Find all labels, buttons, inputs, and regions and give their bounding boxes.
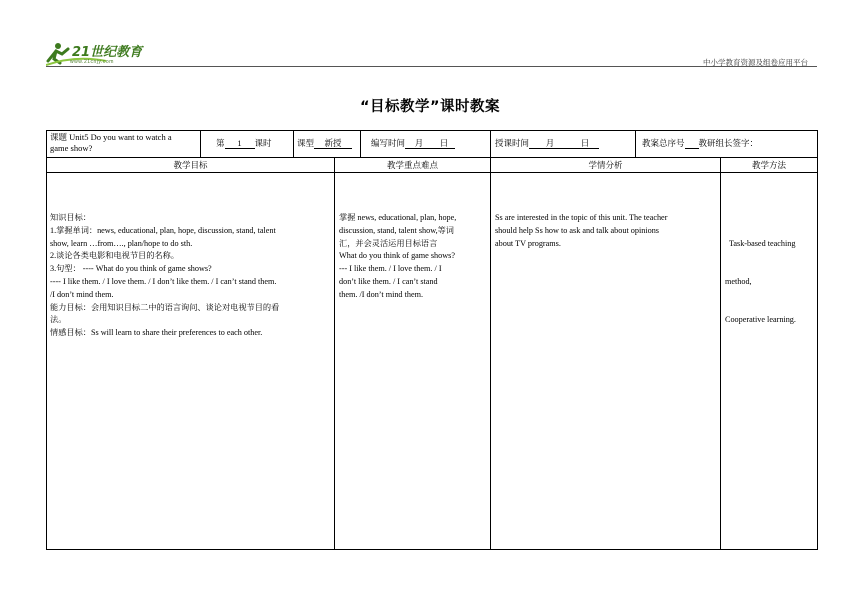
- type-cell: 课型 新授: [297, 138, 352, 149]
- teach-time-cell: 授课时间 月 日: [495, 138, 599, 149]
- header-divider: [46, 66, 817, 67]
- header-analysis: 学情分析: [588, 160, 623, 170]
- serial-cell: 教案总序号 教研组长签字：: [642, 138, 759, 148]
- analysis-text: Ss are interested in the topic of this unit. The teacher should help Ss how to ask and talk about opinions about TV programs.: [495, 213, 668, 248]
- objectives-text: 知识目标： 1.掌握单词：news, educational, plan, hope, discussion, stand, talent show, learn …from…., plan/hope to do sth. 2.谈论各类电影和电视节目的名称。 3.句型： ---- What do you think of game shows? ---- I like them. / I love them. / I don’t like them. / I can’t stand them. /I don’t mind them. 能力目标：会用知识目标二中的语言询问、谈论对电视节目的看 法。 情感目标：Ss will learn to share their preferences to each other.: [50, 213, 280, 338]
- topic-cell: [50, 132, 172, 154]
- logo: [46, 41, 156, 67]
- header-objectives: 教学目标: [173, 160, 208, 170]
- key-points-text: 掌握 news, educational, plan, hope, discussion, stand, talent show,等词 汇，并会灵活运用目标语言 What do you think of game shows? --- I like them. / I love them. / I don’t like them. / I can’t stand them. /I don’t mind them.: [339, 213, 457, 299]
- type-value: 新授: [314, 138, 352, 149]
- compile-time-cell: 编写时间 月 日: [371, 138, 455, 149]
- period-cell: 第 1 课时: [216, 138, 272, 148]
- topic-line-2: game show?: [50, 143, 93, 153]
- header-key-points: 教学重点难点: [386, 160, 438, 170]
- topic-line-1: Unit5 Do you want to watch a: [69, 132, 172, 142]
- period-value: 1: [225, 138, 255, 149]
- logo-text: 21世纪教育: [72, 45, 143, 60]
- page-title: “目标教学”课时教案: [359, 99, 501, 115]
- lesson-plan-table: [46, 130, 818, 550]
- topic-label: 课题: [50, 132, 68, 142]
- site-name: 中小学教育资源及组卷应用平台: [703, 58, 808, 67]
- methods-text: Task-based teaching method, Cooperative learning.: [725, 238, 796, 325]
- page-header: [0, 0, 860, 70]
- header-methods: 教学方法: [751, 160, 786, 170]
- logo-url: www.21cnjy.com: [70, 59, 114, 65]
